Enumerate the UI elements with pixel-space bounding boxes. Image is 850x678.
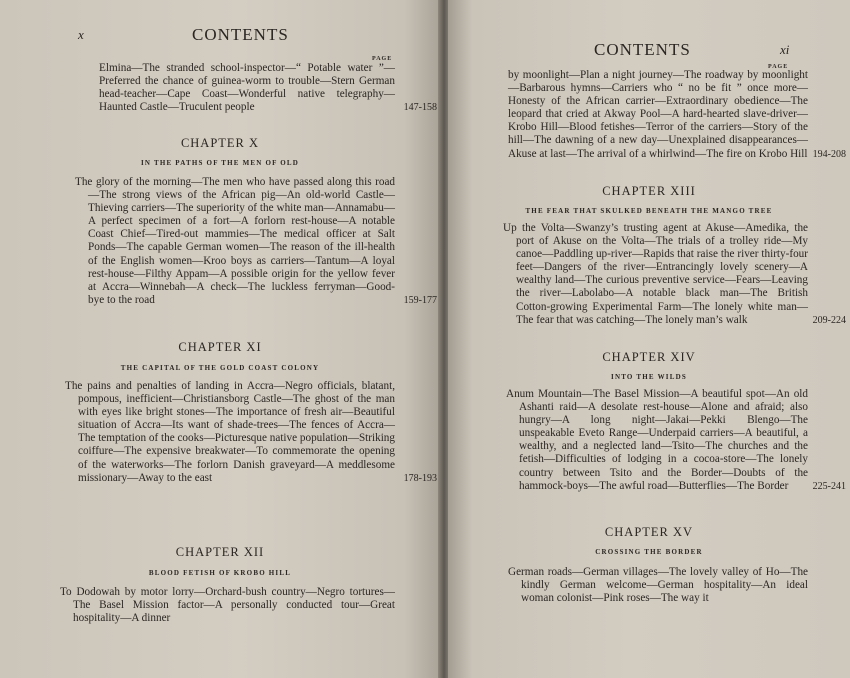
chapter-heading: CHAPTER XI	[178, 340, 262, 354]
right-page-number: xi	[780, 42, 790, 57]
left-page-number: x	[78, 27, 84, 42]
chapter-heading: CHAPTER XIV	[602, 350, 696, 364]
entry-text: German roads—German villages—The lovely valley of Ho—The kindly German welcome—German hospitality—An ideal woman colonist—Pink roses—The way it	[508, 566, 808, 605]
chapter-title: CROSSING THE BORDER	[595, 548, 703, 556]
chapter-entry	[506, 388, 846, 493]
left-page-label: PAGE	[372, 56, 393, 62]
right-continued-entry	[508, 69, 846, 161]
right-page-label: PAGE	[768, 64, 789, 70]
left-running-head: CONTENTS	[192, 25, 289, 44]
page-range: 178-193	[403, 472, 437, 484]
entry-text: The glory of the morning—The men who have passed along this road—The strong views of the African pig—An old-world Castle—Thieving carriers—The superiority of the white man—Annamabu—A perfect specimen of a fort—A forlorn rest-house—A notable Coast Chief—Tired-out mammies—The medical officer at Salt Ponds—The capable German women—The reason of the ill-health of the English women—Kroo boys as carriers—Tantum—A loyal rest-house—Filthy Appam—A possible origin for the yellow fever at Accra—Winnebah—A check—The luckless ferryman—Good-bye to the road	[75, 176, 395, 306]
chapter-heading: CHAPTER X	[180, 136, 260, 150]
entry-text: To Dodowah by motor lorry—Orchard-bush country—Negro tortures—The Basel Mission factor—A personally conducted tour—Great hospitality—A dinner	[60, 586, 395, 625]
chapter-entry	[60, 586, 395, 625]
entry-text: The pains and penalties of landing in Accra—Negro officials, blatant, pompous, inefficient—Christiansborg Castle—The ghost of the man with eyes like bright stones—The importance of fresh air—Beautiful situation of Accra—Its want of shade-trees—The fences of Accra—The temptation of the cooks—Picturesque native population—Striking coiffure—The expensive breakwater—To commemorate the opening of the waterworks—The forlorn Danish graveyard—A meddlesome missionary—Away to the east	[65, 380, 395, 484]
page-range: 209-224	[812, 314, 846, 326]
chapter-entry	[65, 380, 437, 485]
chapter-entry	[75, 176, 437, 307]
chapter-title: IN THE PATHS OF THE MEN OF OLD	[140, 159, 300, 167]
entry-text: Up the Volta—Swanzy’s trusting agent at Akuse—Amedika, the port of Akuse on the Volta—The trials of a trolley ride—My canoe—Paddling up-river—Rapids that raise the river thirty-four feet—Dangers of the river—Entrancingly lovely scenery—A wealthy land—The curious preventive service—Fears—Leaving the river—Labolabo—A notable black man—The British Cotton-growing Experimental Farm—The lonely white man—The fear that was catching—The lonely man’s walk	[503, 222, 808, 326]
page-range: 147-158	[403, 102, 437, 114]
chapter-title: THE CAPITAL OF THE GOLD COAST COLONY	[120, 364, 320, 372]
page-range: 194-208	[812, 148, 846, 160]
entry-text: Anum Mountain—The Basel Mission—A beautiful spot—An old Ashanti raid—A desolate rest-house—Alone and afraid; also hungry—A long night—Jakai—Pekki Blengo—The unspeakable Eveto Range—Underpaid carriers—A beautiful, a wealthy, and a neglected land—Tsito—The churches and the fetish—Difficulties of lodging in a cocoa-store—The lonely country between Tsito and the Border—Doubts of the hammock-boys—The awful road—Butterflies—The Border	[506, 388, 808, 492]
right-page	[448, 0, 850, 678]
chapter-title: INTO THE WILDS	[611, 373, 687, 381]
chapter-heading: CHAPTER XV	[604, 525, 694, 539]
right-running-head: CONTENTS	[594, 40, 691, 59]
chapter-entry	[508, 566, 808, 605]
entry-text: Elmina—The stranded school-inspector—“ Potable water ”—Preferred the chance of guinea-worm to trouble—Stern German head-teacher—Cape Coast—Wonderful native telegraphy—Haunted Castle—Truculent people	[99, 62, 395, 114]
page-range: 159-177	[403, 294, 437, 306]
left-continued-entry	[75, 62, 437, 114]
chapter-heading: CHAPTER XIII	[602, 184, 696, 198]
page-range: 225-241	[812, 480, 846, 492]
chapter-heading: CHAPTER XII	[175, 545, 265, 559]
chapter-title: BLOOD FETISH OF KROBO HILL	[148, 569, 292, 577]
chapter-entry	[503, 222, 846, 327]
entry-text: by moonlight—Plan a night journey—The roadway by moonlight—Barbarous hymns—Carriers who “ no be fit ” once more—Honesty of the African carrier—Extraordinary obedience—The leopard that cried at Akway Pool—A hard-hearted slave-driver—Krobo Hill—Blood fetishes—Terror of the carriers—Story of the hill—The dawning of a new day—Unexplained disappearances—Akuse at last—The arrival of a whirlwind—The fire on Krobo Hill	[508, 69, 808, 160]
chapter-title: THE FEAR THAT SKULKED BENEATH THE MANGO TREE	[525, 207, 773, 215]
